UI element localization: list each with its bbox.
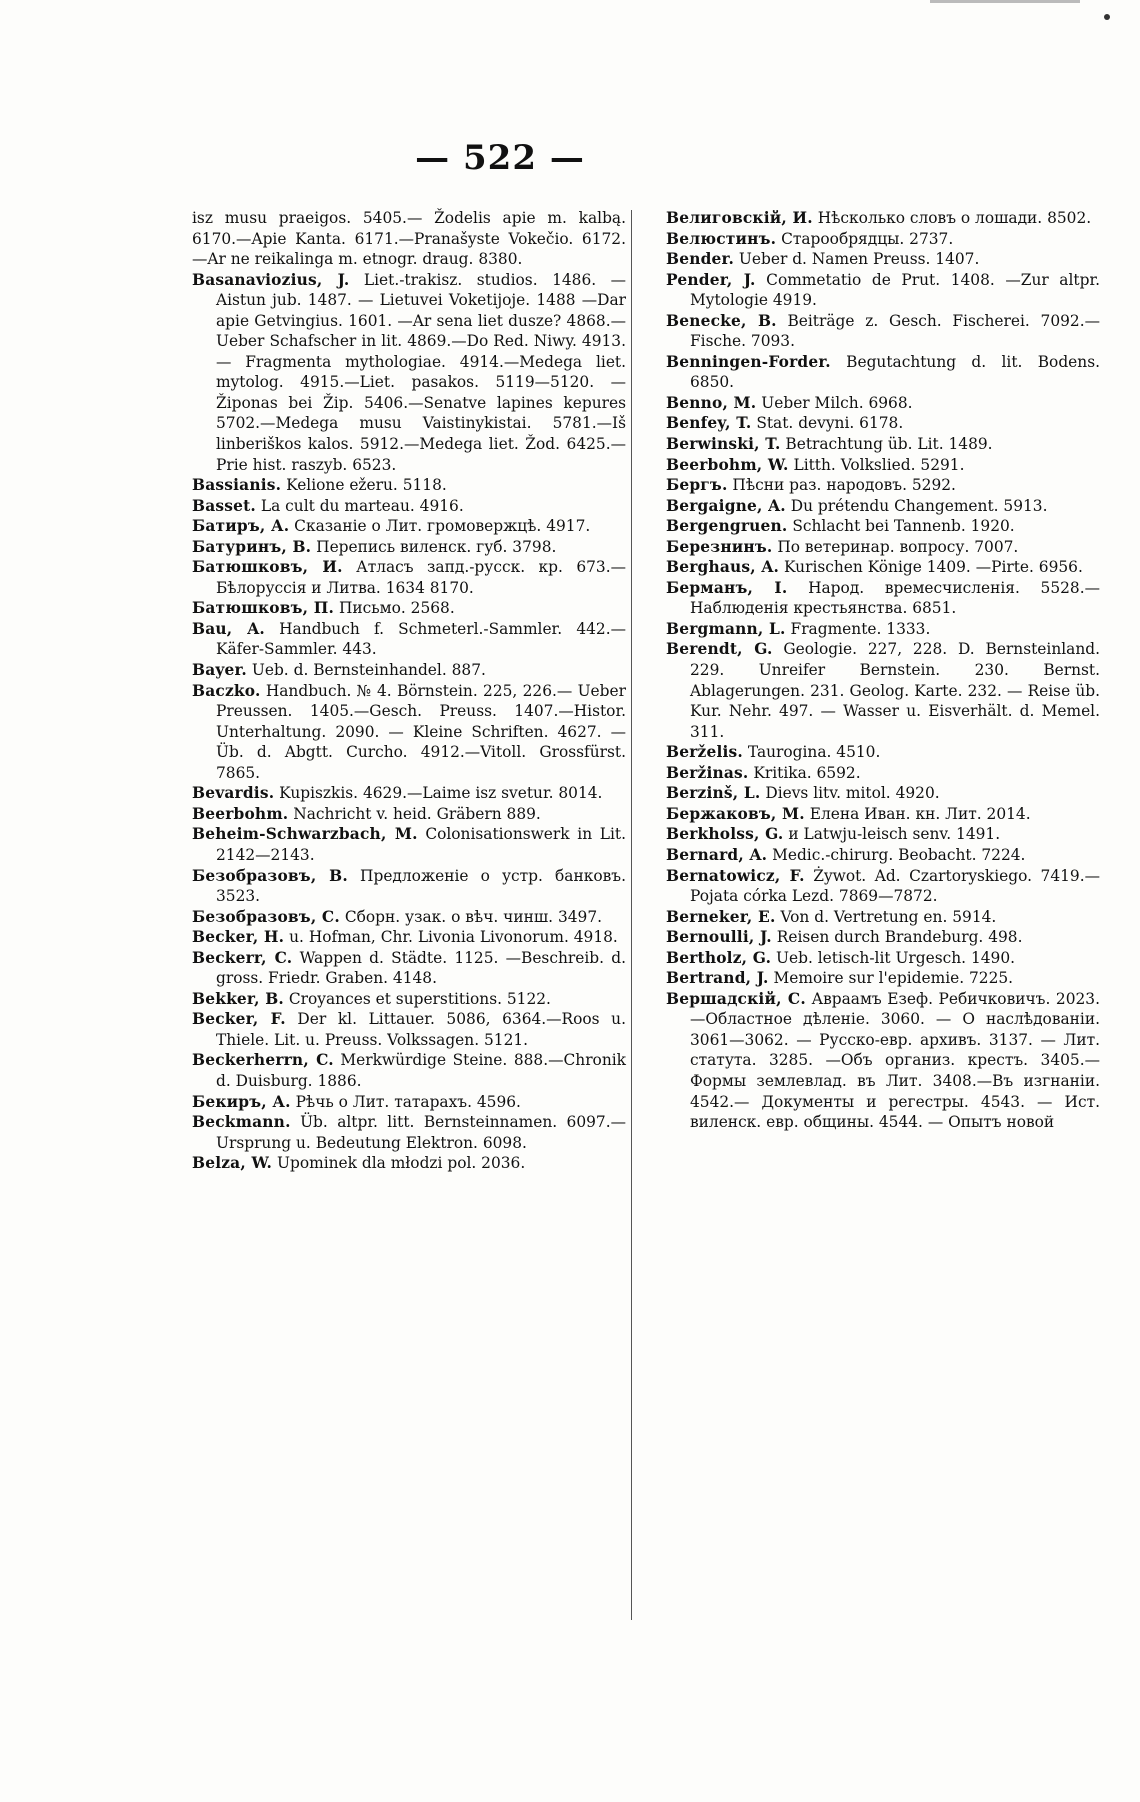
entry-author: Батуринъ, В. — [192, 537, 312, 556]
entry-author: Bekker, B. — [192, 989, 284, 1008]
index-entry — [666, 455, 1100, 476]
entry-author: Benfey, T. — [666, 414, 752, 433]
index-entry — [192, 537, 626, 558]
entry-works: Kelione ežeru. 5118. — [286, 476, 447, 495]
index-entry — [192, 619, 626, 660]
entry-works: Upominek dla młodzi pol. 2036. — [277, 1154, 526, 1173]
index-entry — [666, 763, 1100, 784]
entry-works: Colonisationswerk in Lit. 2142—2143. — [216, 825, 626, 864]
index-entry — [666, 249, 1100, 270]
index-entry — [666, 496, 1100, 517]
entry-works: Атласъ запд.-русск. кр. 673.—Бѣлоруссія и Литва. 1634 8170. — [216, 558, 626, 597]
index-entry — [192, 681, 626, 784]
index-entry — [666, 968, 1100, 989]
scan-edge-mark — [930, 0, 1080, 3]
entry-author: Benecke, B. — [666, 311, 777, 330]
index-entry — [192, 927, 626, 948]
index-entry — [666, 208, 1100, 229]
index-entry — [666, 824, 1100, 845]
entry-works: Fragmente. 1333. — [790, 619, 931, 638]
index-entry — [666, 352, 1100, 393]
entry-works: Stat. devyni. 6178. — [756, 414, 904, 433]
entry-author: Benno, M. — [666, 393, 757, 412]
index-entry — [192, 598, 626, 619]
entry-works: Сказаніе о Лит. громовержцѣ. 4917. — [294, 517, 591, 536]
entry-works: Betrachtung üb. Lit. 1489. — [785, 435, 993, 454]
index-entry — [666, 413, 1100, 434]
entry-works: Рѣчь о Лит. татарахъ. 4596. — [295, 1092, 521, 1111]
entry-author: Бергъ. — [666, 476, 728, 495]
entry-author: Bergaigne, A. — [666, 496, 786, 515]
entry-author: Безобразовъ, В. — [192, 866, 348, 885]
entry-works: Kupiszkis. 4629.—Laime isz svetur. 8014. — [279, 784, 603, 803]
index-entry — [666, 989, 1100, 1133]
index-entry — [192, 866, 626, 907]
entry-works: Żywot. Ad. Czartoryskiego. 7419.—Pojata córka Lezd. 7869—7872. — [690, 866, 1100, 906]
entry-author: Beržinas. — [666, 763, 749, 782]
entry-author: Berendt, G. — [666, 640, 773, 659]
index-entry — [192, 1153, 626, 1174]
entry-works: По ветеринар. вопросу. 7007. — [777, 537, 1019, 556]
index-entry — [192, 270, 626, 475]
entry-works: Handbuch f. Schmeterl.-Sammler. 442.—Käfer-Sammler. 443. — [216, 619, 626, 659]
entry-author: Бекиръ, А. — [192, 1092, 291, 1111]
entry-author: Benningen-Forder. — [666, 352, 831, 371]
index-entry — [192, 1092, 626, 1113]
entry-author: Beerbohm, W. — [666, 455, 789, 474]
entry-works: Предложеніе о устр. банковъ. 3523. — [216, 866, 626, 906]
entry-author: Berneker, E. — [666, 907, 776, 926]
entry-works: Schlacht bei Tannenb. 1920. — [792, 517, 1015, 536]
entry-works: Medic.-chirurg. Beobacht. 7224. — [772, 845, 1026, 864]
entry-works: Ueber d. Namen Preuss. 1407. — [738, 250, 980, 269]
entry-works: и Latwju-leisch senv. 1491. — [788, 825, 1001, 844]
index-entry — [192, 516, 626, 537]
index-entry — [666, 804, 1100, 825]
index-entry — [192, 948, 626, 989]
entry-works: Commetatio de Prut. 1408. —Zur altpr. Mytologie 4919. — [690, 270, 1101, 310]
entry-author: Bau, A. — [192, 619, 265, 638]
entry-works: Nachricht v. heid. Gräbern 889. — [293, 804, 541, 823]
left-column — [192, 208, 626, 1174]
entry-works: Письмо. 2568. — [338, 599, 455, 618]
entry-author: Bernoulli, J. — [666, 928, 772, 947]
entry-author: Bender. — [666, 250, 734, 269]
entry-works: Kurischen Könige 1409. —Pirte. 6956. — [784, 558, 1083, 577]
entry-author: Бержаковъ, М. — [666, 804, 805, 823]
entry-author: Basanaviozius, J. — [192, 270, 350, 289]
column-divider — [631, 210, 632, 1620]
index-entry — [192, 660, 626, 681]
entry-works: Merkwürdige Steine. 888.—Chronik d. Duisburg. 1886. — [216, 1051, 626, 1090]
index-entry — [666, 229, 1100, 250]
entry-works: Handbuch. № 4. Börnstein. 225, 226.— Ueber Preussen. 1405.—Gesch. Preuss. 1407.—Histor. Unterhaltung. 2090. — Kleine Schriften. 4627. — Üb. d. Abgtt. Curcho. 4912.—Vitoll. Grossfürst. 7865. — [216, 681, 626, 782]
index-entry — [666, 927, 1100, 948]
entry-author: Велиговскій, И. — [666, 209, 813, 227]
entry-author: Pender, J. — [666, 270, 756, 289]
index-entry — [666, 907, 1100, 928]
index-entry — [666, 619, 1100, 640]
entry-author: Bergmann, L. — [666, 619, 786, 638]
index-entry — [666, 516, 1100, 537]
entry-author: Bertrand, J. — [666, 969, 769, 988]
entry-author: Березнинъ. — [666, 537, 773, 556]
entry-works: Liet.-trakisz. studios. 1486. — Aistun jub. 1487. — Lietuvei Voketijoje. 1488 —Dar apie Getvingius. 1601. —Ar sena liet dusze? 4868.—Ueber Schafscher in lit. 4869.—Do Red. Niwy. 4913.— Fragmenta mythologiae. 4914.—Medega liet. mytolog. 4915.—Liet. pasakos. 5119—5120. —Žiponas bei Žip. 5406.—Senatve lapines kepures 5702.—Medega musu Vaistinykistai. 5781.—Iš linberiškos kalos. 5912.—Medega liet. Žod. 6425.—Prie hist. raszyb. 6523. — [216, 270, 626, 474]
entry-works: Ueb. d. Bernsteinhandel. 887. — [251, 661, 486, 680]
index-entry — [192, 496, 626, 517]
index-entry — [666, 783, 1100, 804]
entry-works: Geologie. 227, 228. D. Bernsteinland. 229. Unreifer Bernstein. 230. Bernst. Ablagerungen. 231. Geolog. Karte. 232. — Reise üb. Kur. Nehr. 497. — Wasser u. Eisverhält. d. Memel. 311. — [690, 640, 1100, 741]
index-entry — [666, 270, 1100, 311]
entry-author: Beckerr, C. — [192, 948, 293, 967]
entry-works: Нѣсколько словъ о лошади. 8502. — [817, 209, 1092, 227]
index-entry — [192, 208, 626, 270]
entry-author: Берманъ, I. — [666, 578, 788, 597]
entry-author: Beckmann. — [192, 1113, 291, 1132]
entry-works: Reisen durch Brandeburg. 498. — [776, 928, 1023, 947]
entry-works: Народ. времесчисленія. 5528.—Наблюденія крестьянства. 6851. — [690, 578, 1100, 618]
entry-author: Bayer. — [192, 661, 247, 680]
index-entry — [192, 907, 626, 928]
index-entry — [666, 639, 1100, 742]
entry-works: Du prétendu Changement. 5913. — [790, 496, 1048, 515]
index-entry — [192, 557, 626, 598]
entry-works: Croyances et superstitions. 5122. — [288, 989, 551, 1008]
index-entry — [666, 742, 1100, 763]
entry-works: Dievs litv. mitol. 4920. — [765, 784, 940, 803]
entry-works: Авраамъ Езеф. Ребичковичъ. 2023.—Областное дѣленіе. 3060. — О наслѣдованіи. 3061—3062. — Русско-евр. архивъ. 3137. — Лит. статута. 3285. —Объ организ. крестъ. 3405.—Формы землевлад. въ Лит. 3408.—Въ изгнаніи. 4542.— Документы и регестры. 4543. — Ист. виленск. евр. общины. 4544. — Опытъ новой — [690, 989, 1100, 1132]
entry-author: Berwinski, T. — [666, 435, 781, 454]
entry-author: Безобразовъ, С. — [192, 907, 340, 926]
entry-works: Beiträge z. Gesch. Fischerei. 7092.—Fische. 7093. — [690, 311, 1100, 351]
entry-works: Üb. altpr. litt. Bernsteinnamen. 6097.—Ursprung u. Bedeutung Elektron. 6098. — [216, 1113, 626, 1152]
index-entry — [666, 393, 1100, 414]
entry-works: Ueber Milch. 6968. — [761, 393, 913, 412]
index-entry — [192, 824, 626, 865]
index-entry — [666, 537, 1100, 558]
entry-works: Kritika. 6592. — [753, 763, 861, 782]
entry-author: Батиръ, А. — [192, 517, 290, 536]
entry-works: Сборн. узак. о вѣч. чинш. 3497. — [344, 907, 602, 926]
page-number: — 522 — — [415, 138, 585, 178]
entry-author: Bernatowicz, F. — [666, 866, 805, 885]
index-entry — [666, 434, 1100, 455]
index-entry — [666, 557, 1100, 578]
index-entry — [192, 804, 626, 825]
entry-author: Beheim-Schwarzbach, M. — [192, 825, 418, 844]
entry-works: Taurogina. 4510. — [747, 743, 881, 762]
index-entry — [666, 475, 1100, 496]
entry-author: Berkholss, G. — [666, 825, 784, 844]
entry-author: Bevardis. — [192, 784, 275, 803]
entry-works: Von d. Vertretung en. 5914. — [780, 907, 997, 926]
index-entry — [192, 475, 626, 496]
index-entry — [192, 989, 626, 1010]
index-entry — [192, 1050, 626, 1091]
entry-works: Wappen d. Städte. 1125. —Beschreib. d. gross. Friedr. Graben. 4148. — [216, 948, 626, 988]
right-column — [666, 208, 1100, 1133]
index-entry — [192, 1009, 626, 1050]
entry-author: Beerbohm. — [192, 804, 289, 823]
entry-author: Батюшковъ, И. — [192, 558, 343, 577]
scan-speck — [1104, 14, 1110, 20]
entry-author: Becker, H. — [192, 928, 285, 947]
entry-author: Baczko. — [192, 681, 261, 700]
entry-works: Старообрядцы. 2737. — [781, 229, 954, 248]
entry-author: Батюшковъ, П. — [192, 599, 335, 618]
index-entry — [192, 1112, 626, 1153]
entry-works: isz musu praeigos. 5405.— Žodelis apie m. kalbą. 6170.—Apie Kanta. 6171.—Pranašyste Vokečio. 6172.—Ar ne reikalinga m. etnogr. draug. 8380. — [192, 209, 626, 269]
entry-works: Перепись виленск. губ. 3798. — [316, 537, 557, 556]
entry-works: La cult du marteau. 4916. — [260, 496, 464, 515]
index-entry — [666, 866, 1100, 907]
entry-author: Bertholz, G. — [666, 948, 772, 967]
entry-works: Memoire sur l'epidemie. 7225. — [773, 969, 1014, 988]
entry-works: Der kl. Littauer. 5086, 6364.—Roos u. Thiele. Lit. u. Preuss. Volkssagen. 5121. — [216, 1010, 626, 1049]
index-entry — [666, 845, 1100, 866]
entry-author: Bassianis. — [192, 476, 282, 495]
entry-author: Berželis. — [666, 743, 743, 762]
entry-author: Berghaus, A. — [666, 558, 780, 577]
entry-author: Belza, W. — [192, 1154, 273, 1173]
index-entry — [666, 578, 1100, 619]
entry-works: Begutachtung d. lit. Bodens. 6850. — [690, 352, 1100, 392]
entry-author: Велюстинъ. — [666, 229, 777, 248]
entry-author: Beckerherrn, C. — [192, 1051, 334, 1070]
entry-works: Пѣсни раз. народовъ. 5292. — [732, 476, 956, 495]
entry-works: Ueb. letisch-lit Urgesch. 1490. — [776, 948, 1016, 967]
entry-works: Litth. Volkslied. 5291. — [793, 455, 965, 474]
index-entry — [666, 311, 1100, 352]
index-entry — [666, 948, 1100, 969]
entry-works: u. Hofman, Chr. Livonia Livonorum. 4918. — [289, 928, 618, 947]
entry-author: Вершадскій, С. — [666, 989, 806, 1008]
entry-author: Becker, F. — [192, 1010, 286, 1029]
entry-author: Bernard, A. — [666, 845, 768, 864]
entry-author: Basset. — [192, 496, 256, 515]
entry-author: Berzinš, L. — [666, 784, 761, 803]
entry-author: Bergengruen. — [666, 517, 788, 536]
index-entry — [192, 783, 626, 804]
entry-works: Елена Иван. кн. Лит. 2014. — [809, 804, 1031, 823]
